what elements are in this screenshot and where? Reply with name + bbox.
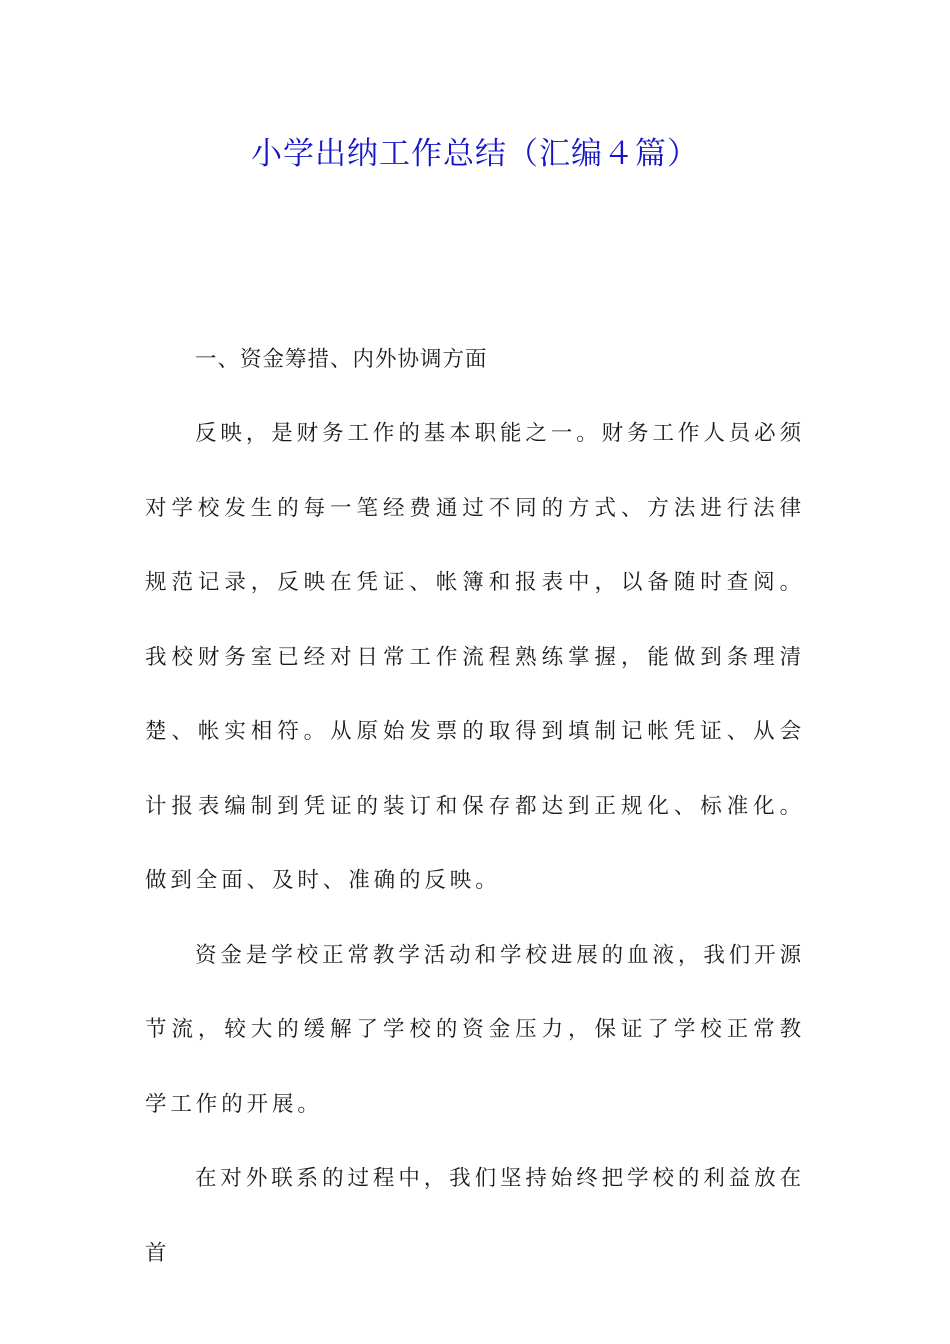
paragraph-1: 反映，是财务工作的基本职能之一。财务工作人员必须对学校发生的每一笔经费通过不同的方式、方法进行法律规范记录，反映在凭证、帐簿和报表中，以备随时查阅。我校财务室已经对日常工作流程熟练掌握，能做到条理清楚、帐实相符。从原始发票的取得到填制记帐凭证、从会计报表编制到凭证的装订和保存都达到正规化、标准化。做到全面、及时、准确的反映。 (145, 421, 805, 893)
paragraph-3: 在对外联系的过程中，我们坚持始终把学校的利益放在首 (145, 1166, 805, 1266)
page-title: 小学出纳工作总结（汇编４篇） (251, 136, 699, 172)
document-body (145, 335, 805, 1291)
paragraph-2: 资金是学校正常教学活动和学校进展的血液，我们开源节流，较大的缓解了学校的资金压力，保证了学校正常教学工作的开展。 (145, 942, 805, 1117)
section-heading: 一、资金筹措、内外协调方面 (195, 347, 488, 372)
